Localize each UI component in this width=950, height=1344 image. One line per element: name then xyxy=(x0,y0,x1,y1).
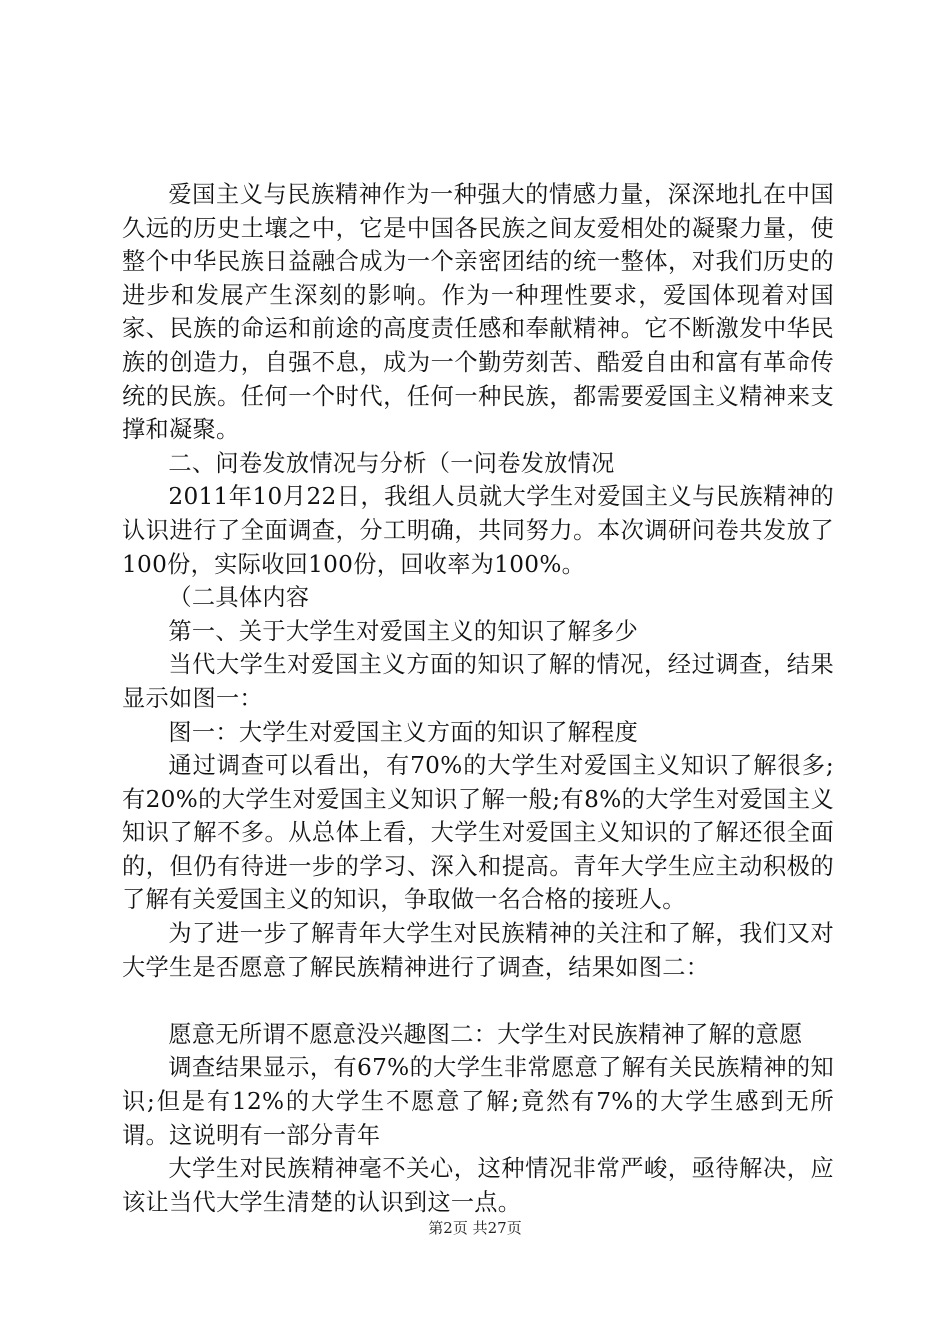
heading-specific-content: （二具体内容 xyxy=(168,584,310,612)
document-body xyxy=(122,178,834,1219)
paragraph-results-percentages: 调查结果显示，有67%的大学生非常愿意了解有关民族精神的知识;但是有12%的大学生不愿意了解;竟然有7%的大学生感到无所谓。这说明有一部分青年 xyxy=(122,1054,834,1149)
figure-two-caption: 愿意无所谓不愿意没兴趣图二：大学生对民族精神了解的意愿 xyxy=(168,1020,803,1048)
heading-survey-distribution: 二、问卷发放情况与分析（一问卷发放情况 xyxy=(168,449,615,477)
page-number-footer: 第2页 共27页 xyxy=(428,1219,522,1237)
paragraph-survey-findings: 通过调查可以看出，有70%的大学生对爱国主义知识了解很多;有20%的大学生对爱国主义知识了解一般;有8%的大学生对爱国主义知识了解不多。从总体上看，大学生对爱国主义知识的了解还很全面的，但仍有待进一步的学习、深入和提高。青年大学生应主动积极的了解有关爱国主义的知识，争取做一名合格的接班人。 xyxy=(122,752,834,914)
paragraph-intro-patriotism: 爱国主义与民族精神作为一种强大的情感力量，深深地扎在中国久远的历史土壤之中，它是中国各民族之间友爱相处的凝聚力量，使整个中华民族日益融合成为一个亲密团结的统一整体，对我们历史的进步和发展产生深刻的影响。作为一种理性要求，爱国体现着对国家、民族的命运和前途的高度责任感和奉献精神。它不断激发中华民族的创造力，自强不息，成为一个勤劳刻苦、酷爱自由和富有革命传统的民族。任何一个时代，任何一种民族，都需要爱国主义精神来支撑和凝聚。 xyxy=(122,181,834,444)
heading-section-one: 第一、关于大学生对爱国主义的知识了解多少 xyxy=(168,617,639,645)
figure-one-caption: 图一：大学生对爱国主义方面的知识了解程度 xyxy=(168,718,639,746)
paragraph-knowledge-intro: 当代大学生对爱国主义方面的知识了解的情况，经过调查，结果显示如图一： xyxy=(122,651,834,712)
paragraph-national-spirit-intro: 为了进一步了解青年大学生对民族精神的关注和了解，我们又对大学生是否愿意了解民族精神进行了调查，结果如图二： xyxy=(122,920,834,981)
paragraph-conclusion: 大学生对民族精神毫不关心，这种情况非常严峻，亟待解决，应该让当代大学生清楚的认识到这一点。 xyxy=(122,1155,834,1216)
paragraph-survey-details: 2011年10月22日，我组人员就大学生对爱国主义与民族精神的认识进行了全面调查，分工明确，共同努力。本次调研问卷共发放了100份，实际收回100份，回收率为100%。 xyxy=(122,483,834,578)
